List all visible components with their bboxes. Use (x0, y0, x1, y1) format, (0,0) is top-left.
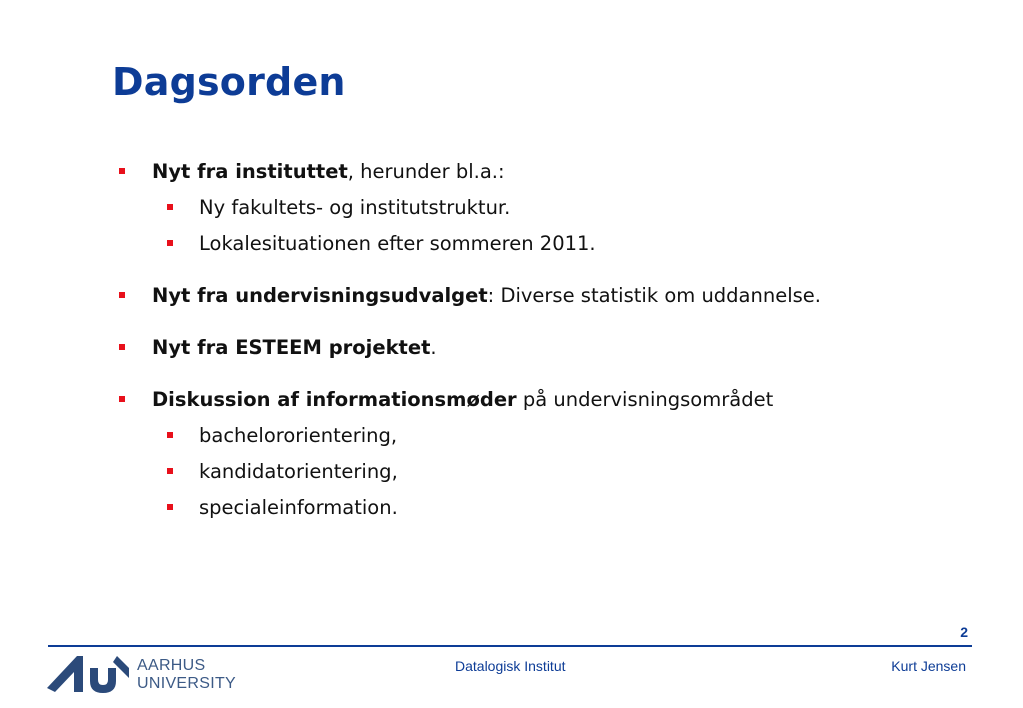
bullet-marker (167, 468, 173, 474)
agenda-item-bold: Diskussion af informationsmøder (152, 388, 517, 411)
agenda-item-bold: Nyt fra instituttet (152, 160, 348, 183)
bullet-marker (167, 240, 173, 246)
logo-line-aarhus: AARHUS (137, 657, 206, 674)
agenda-subitem-text: Ny fakultets- og institutstruktur. (199, 196, 511, 219)
agenda-item-institute (152, 159, 505, 185)
agenda-item-text: . (430, 336, 437, 359)
agenda-subitem-thesis (199, 495, 398, 521)
page-number: 2 (960, 624, 968, 640)
agenda-item-esteem (152, 335, 437, 361)
bullet-marker (119, 292, 125, 298)
agenda-item-education-committee (152, 283, 821, 309)
bullet-marker (119, 168, 125, 174)
footer-author: Kurt Jensen (891, 658, 966, 674)
bullet-marker (167, 204, 173, 210)
bullet-marker (119, 396, 125, 402)
agenda-subitem-candidate (199, 459, 398, 485)
agenda-subitem-bachelor (199, 423, 397, 449)
agenda-subitem-text: bachelororientering, (199, 424, 398, 447)
agenda-subitem-premises (199, 231, 596, 257)
bullet-marker (119, 344, 125, 350)
slide-title: Dagsorden (112, 60, 346, 104)
agenda-item-bold: Nyt fra undervisningsudvalget (152, 284, 488, 307)
agenda-subitem-text: kandidatorientering, (199, 460, 398, 483)
agenda-subitem-structure (199, 195, 510, 221)
bullet-marker (167, 432, 173, 438)
agenda-item-bold: Nyt fra ESTEEM projektet (152, 336, 431, 359)
footer-institute: Datalogisk Institut (455, 658, 566, 674)
logo-line-university: UNIVERSITY (137, 675, 237, 692)
bullet-marker (167, 504, 173, 510)
logo-wordmark (137, 657, 236, 693)
agenda-subitem-text: Lokalesituationen efter sommeren 2011. (199, 232, 596, 255)
agenda-item-information-meetings (152, 387, 773, 413)
agenda-item-text: på undervisningsområdet (516, 388, 774, 411)
footer-divider (48, 645, 972, 647)
agenda-item-text: , herunder bl.a.: (347, 160, 505, 183)
agenda-item-text: : Diverse statistik om uddannelse. (487, 284, 821, 307)
aarhus-university-logo-icon (47, 654, 129, 694)
agenda-subitem-text: specialeinformation. (199, 496, 398, 519)
